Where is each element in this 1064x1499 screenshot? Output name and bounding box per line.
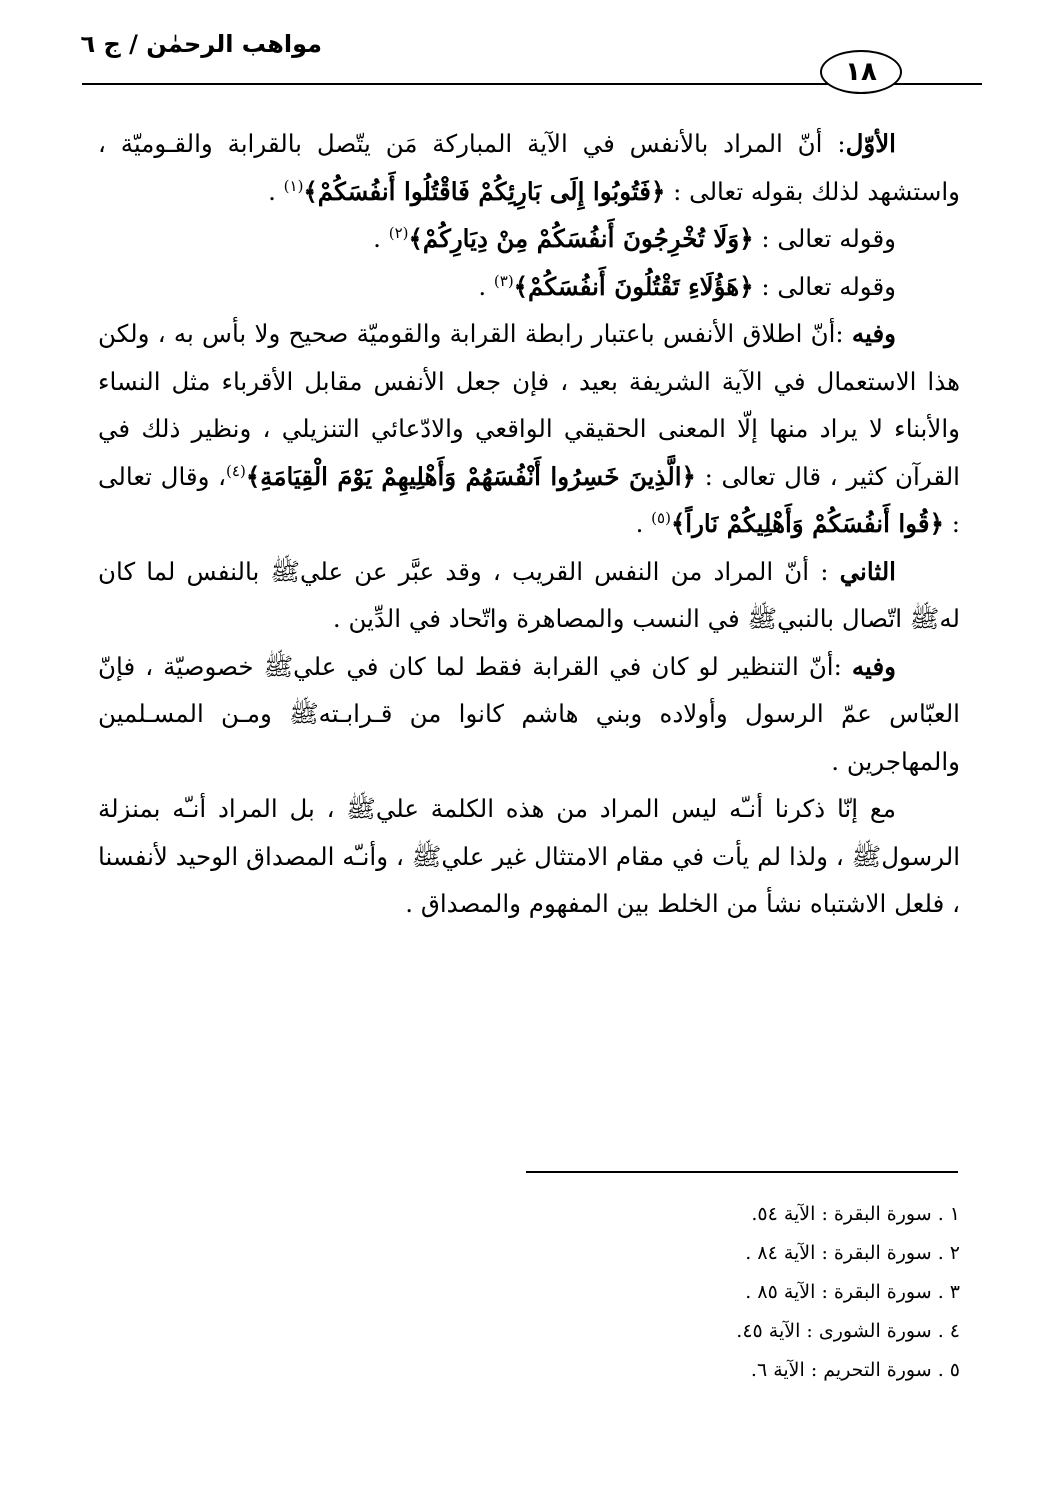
paragraph-end: . bbox=[268, 176, 284, 206]
quran-verse: ﴿وَلَا تُخْرِجُونَ أَنفُسَكُمْ مِنْ دِيَارِكُمْ﴾ bbox=[408, 224, 754, 253]
main-text bbox=[98, 120, 960, 928]
paragraph-end: . bbox=[635, 509, 652, 538]
footnote-rule bbox=[526, 1171, 958, 1173]
paragraph-text: مع إنّا ذكرنا أنـّه ليس المراد من هذه الكلمة عليﷺ ، بل المراد أنـّه بمنزلة الرسولﷺ ، ولذا لم يأت في مقام الامتثال غير عليﷺ ، وأنـّه المصداق الوحيد لأنفسنا ، فلعل الاشتباه نشأ من الخلط بين المفهوم والمصداق . bbox=[98, 794, 960, 918]
quran-verse: ﴿الَّذِينَ خَسِرُوا أَنْفُسَهُمْ وَأَهْلِيهِمْ يَوْمَ الْقِيَامَةِ﴾ bbox=[245, 461, 696, 491]
paragraph-text: ، وقال تعالى : bbox=[98, 461, 960, 538]
quran-verse: ﴿فَتُوبُوا إِلَى بَارِئِكُمْ فَاقْتُلُوا أَنفُسَكُمْ﴾ bbox=[303, 176, 666, 206]
footnote-ref: (٥) bbox=[651, 508, 671, 527]
paragraph-text: وقوله تعالى : bbox=[753, 224, 896, 253]
paragraph-text: : أنّ المراد من النفس القريب ، وقد عبَّر عن عليﷺ بالنفس لما كان لهﷺ اتّصال بالنبيﷺ في النسب والمصاهرة واتّحاد في الدِّين . bbox=[98, 556, 960, 633]
verse-citation-line bbox=[98, 263, 960, 311]
paragraph-first-opinion bbox=[98, 120, 960, 215]
paragraph-text: :أنّ التنظير لو كان في القرابة فقط لما كان في عليﷺ خصوصيّة ، فإنّ العبّاس عمّ الرسول وأولاده وبني هاشم كانوا من قـرابـتهﷺ ومـن المسـلمين والمهاجرين . bbox=[98, 651, 960, 776]
paragraph-text: وقوله تعالى : bbox=[753, 271, 896, 301]
paragraph-conclusion bbox=[98, 785, 960, 928]
paragraph-end: . bbox=[373, 224, 389, 253]
footnote-item: ٢ . سورة البقرة : الآية ٨٤ . bbox=[745, 1242, 960, 1264]
footnotes bbox=[500, 1195, 960, 1390]
page-number: ١٨ bbox=[820, 50, 902, 94]
footnote-ref: (١) bbox=[283, 176, 304, 195]
paragraph-lead: وفيه bbox=[851, 651, 896, 681]
footnote-item: ٣ . سورة البقرة : الآية ٨٥ . bbox=[745, 1281, 960, 1303]
footnote-item: ٥ . سورة التحريم : الآية ٦. bbox=[750, 1359, 960, 1381]
verse-citation-line bbox=[98, 215, 960, 263]
paragraph-lead: وفيه bbox=[851, 319, 896, 348]
running-title: مواهب الرحمٰن / ج ٦ bbox=[80, 30, 322, 58]
footnote-ref: (٢) bbox=[388, 223, 409, 242]
paragraph-end: . bbox=[478, 271, 494, 301]
quran-verse: ﴿هَؤُلَاءِ تَقْتُلُونَ أَنفُسَكُمْ﴾ bbox=[513, 271, 754, 301]
paragraph-lead: الأوّل bbox=[845, 129, 896, 158]
footnote-item: ٤ . سورة الشورى : الآية ٤٥. bbox=[736, 1320, 960, 1342]
paragraph-text: :أنّ اطلاق الأنفس باعتبار رابطة القرابة والقوميّة صحيح ولا بأس به ، ولكن هذا الاستعمال في الآية الشريفة بعيد ، فإن جعل الأنفس مقابل الأقرباء مثل النساء والأبناء لا يراد منها إلّا المعنى الحقيقي الواقعي والادّعائي التنزيلي ، ونظير ذلك في القرآن كثير ، قال تعالى : bbox=[98, 319, 960, 491]
paragraph-text: : أنّ المراد بالأنفس في الآية المباركة مَن يتّصل بالقرابة والقـوميّة ، واستشهد لذلك بقوله تعالى : bbox=[98, 129, 960, 206]
paragraph-objection-1 bbox=[98, 310, 960, 548]
footnote-ref: (٤) bbox=[226, 461, 246, 480]
paragraph-objection-2 bbox=[98, 643, 960, 786]
paragraph-second-opinion bbox=[98, 548, 960, 643]
paragraph-lead: الثاني bbox=[839, 556, 896, 586]
footnote-ref: (٣) bbox=[493, 271, 514, 290]
quran-verse: ﴿قُوا أَنفُسَكُمْ وَأَهْلِيكُمْ نَاراً﴾ bbox=[670, 509, 944, 538]
footnote-item: ١ . سورة البقرة : الآية ٥٤. bbox=[751, 1203, 960, 1225]
